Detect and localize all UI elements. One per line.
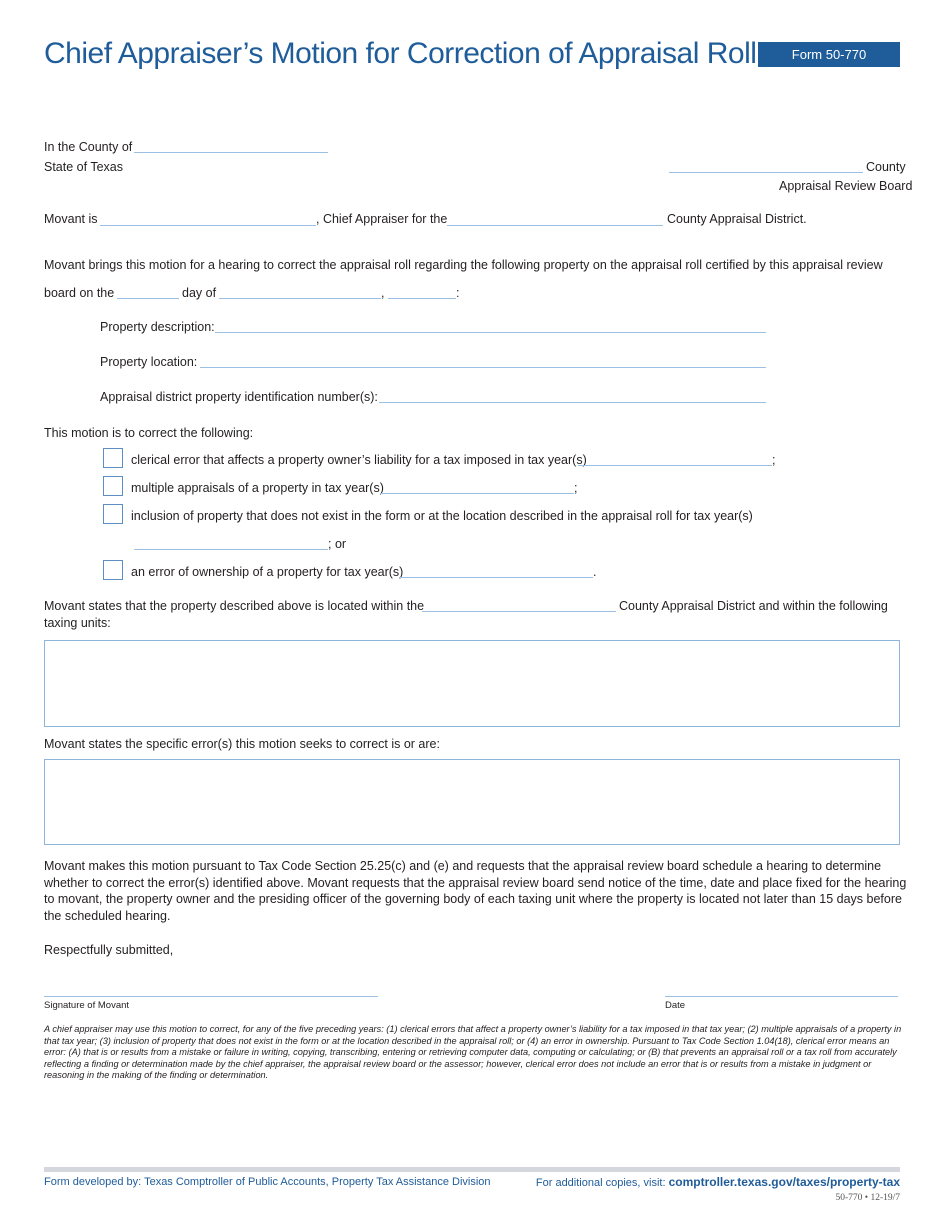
review-board-county-field[interactable] [669, 172, 863, 173]
date-field[interactable] [665, 996, 898, 997]
clerical-end: ; [772, 453, 776, 467]
review-board-label: Appraisal Review Board [779, 179, 913, 193]
footer-developer: Form developed by: Texas Comptroller of Public Accounts, Property Tax Assistance Division [44, 1176, 491, 1188]
ownership-checkbox[interactable] [103, 560, 123, 580]
footer-divider [44, 1167, 900, 1172]
taxing-units-prefix: Movant states that the property described above is located within the [44, 599, 425, 613]
taxing-units-textarea[interactable] [44, 640, 900, 727]
inclusion-label: inclusion of property that does not exist in the form or at the location described in the appraisal roll for tax year(s) [131, 509, 753, 523]
clerical-tax-year-field[interactable] [578, 465, 772, 466]
county-field[interactable] [134, 152, 328, 153]
appraisal-district-label: County Appraisal District. [667, 212, 807, 226]
signature-label: Signature of Movant [44, 1000, 130, 1011]
county-label: In the County of [44, 140, 133, 154]
property-id-field[interactable] [379, 402, 766, 403]
day-of-label: day of [182, 286, 217, 300]
year-field[interactable] [388, 298, 456, 299]
form-number-badge: Form 50-770 [758, 42, 900, 67]
ownership-label: an error of ownership of a property for tax year(s) [131, 565, 404, 579]
ownership-end: . [593, 565, 597, 579]
multiple-tax-year-field[interactable] [380, 493, 574, 494]
multiple-appraisals-checkbox[interactable] [103, 476, 123, 496]
day-field[interactable] [117, 298, 179, 299]
date-colon: : [456, 286, 460, 300]
inclusion-end: ; or [328, 537, 347, 551]
clerical-error-checkbox[interactable] [103, 448, 123, 468]
footer-copies-link[interactable]: comptroller.texas.gov/taxes/property-tax [668, 1175, 900, 1189]
inclusion-tax-year-field[interactable] [134, 549, 328, 550]
state-label: State of Texas [44, 160, 123, 174]
closing-text: Respectfully submitted, [44, 943, 174, 957]
instructions-note: A chief appraiser may use this motion to correct, for any of the five preceding years: (1) clerical errors that affect a property owner’s liability for a tax imposed in that tax year; (2) multiple appraisals of a property in that tax year; (3) inclusion of property that does not exist in the form or at the location described in the appraisal roll; or (4) an error in ownership. Pursuant to Tax Code Section 1.04(18), clerical error means an error: (A) that is or results from a mistake or failure in writing, copying, transcribing, entering or retrieving computer data, computing or calculating; or (B) that prevents an appraisal roll or a tax roll from accurately reflecting a finding or determination made by the chief appraiser, the appraisal review board or the assessor; however, clerical error does not include an error that is or results from a mistake in judgment or reasoning in the making of the finding or determination. [44, 1024, 902, 1080]
ownership-tax-year-field[interactable] [399, 577, 593, 578]
board-on-label: board on the [44, 286, 115, 300]
property-location-field[interactable] [200, 367, 766, 368]
date-label: Date [665, 1000, 686, 1011]
motion-statement: Movant makes this motion pursuant to Tax Code Section 25.25(c) and (e) and requests that the appraisal review board schedule a hearing to determine whether to correct the error(s) identified above. Movant requests that the appraisal review board send notice of the time, date and place fixed for the hearing to movant, the property owner and the presiding officer of the governing body of each taxing unit where the property is located not later than 15 days before the scheduled hearing. [44, 859, 907, 924]
month-field[interactable] [219, 298, 381, 299]
footer-revision: 50-770 • 12-19/7 [835, 1193, 900, 1203]
specific-errors-textarea[interactable] [44, 759, 900, 845]
date-comma: , [381, 286, 385, 300]
clerical-error-label: clerical error that affects a property owner’s liability for a tax imposed in tax year(s) [131, 453, 587, 467]
property-id-label: Appraisal district property identification number(s): [100, 390, 378, 404]
taxing-units-district-field[interactable] [422, 611, 616, 612]
inclusion-checkbox[interactable] [103, 504, 123, 524]
multiple-end: ; [574, 481, 578, 495]
appraisal-district-field[interactable] [447, 225, 663, 226]
form-title: Chief Appraiser’s Motion for Correction of Appraisal Roll [44, 37, 757, 70]
footer-copies-prefix: For additional copies, visit: [535, 1177, 666, 1189]
property-description-label: Property description: [100, 320, 215, 334]
hearing-text: Movant brings this motion for a hearing to correct the appraisal roll regarding the following property on the appraisal roll certified by this appraisal review [44, 258, 883, 272]
county-suffix-label: County [866, 160, 906, 174]
taxing-units-line2: taxing units: [44, 616, 111, 630]
multiple-appraisals-label: multiple appraisals of a property in tax year(s) [131, 481, 384, 495]
taxing-units-suffix: County Appraisal District and within the following [619, 599, 888, 613]
corrections-intro: This motion is to correct the following: [44, 426, 254, 440]
signature-field[interactable] [44, 996, 378, 997]
specific-errors-label: Movant states the specific error(s) this motion seeks to correct is or are: [44, 737, 440, 751]
property-description-field[interactable] [215, 332, 766, 333]
movant-name-field[interactable] [100, 225, 316, 226]
property-location-label: Property location: [100, 355, 198, 369]
movant-label: Movant is [44, 212, 98, 226]
chief-appraiser-label: , Chief Appraiser for the [316, 212, 448, 226]
footer-copies [536, 1175, 900, 1190]
